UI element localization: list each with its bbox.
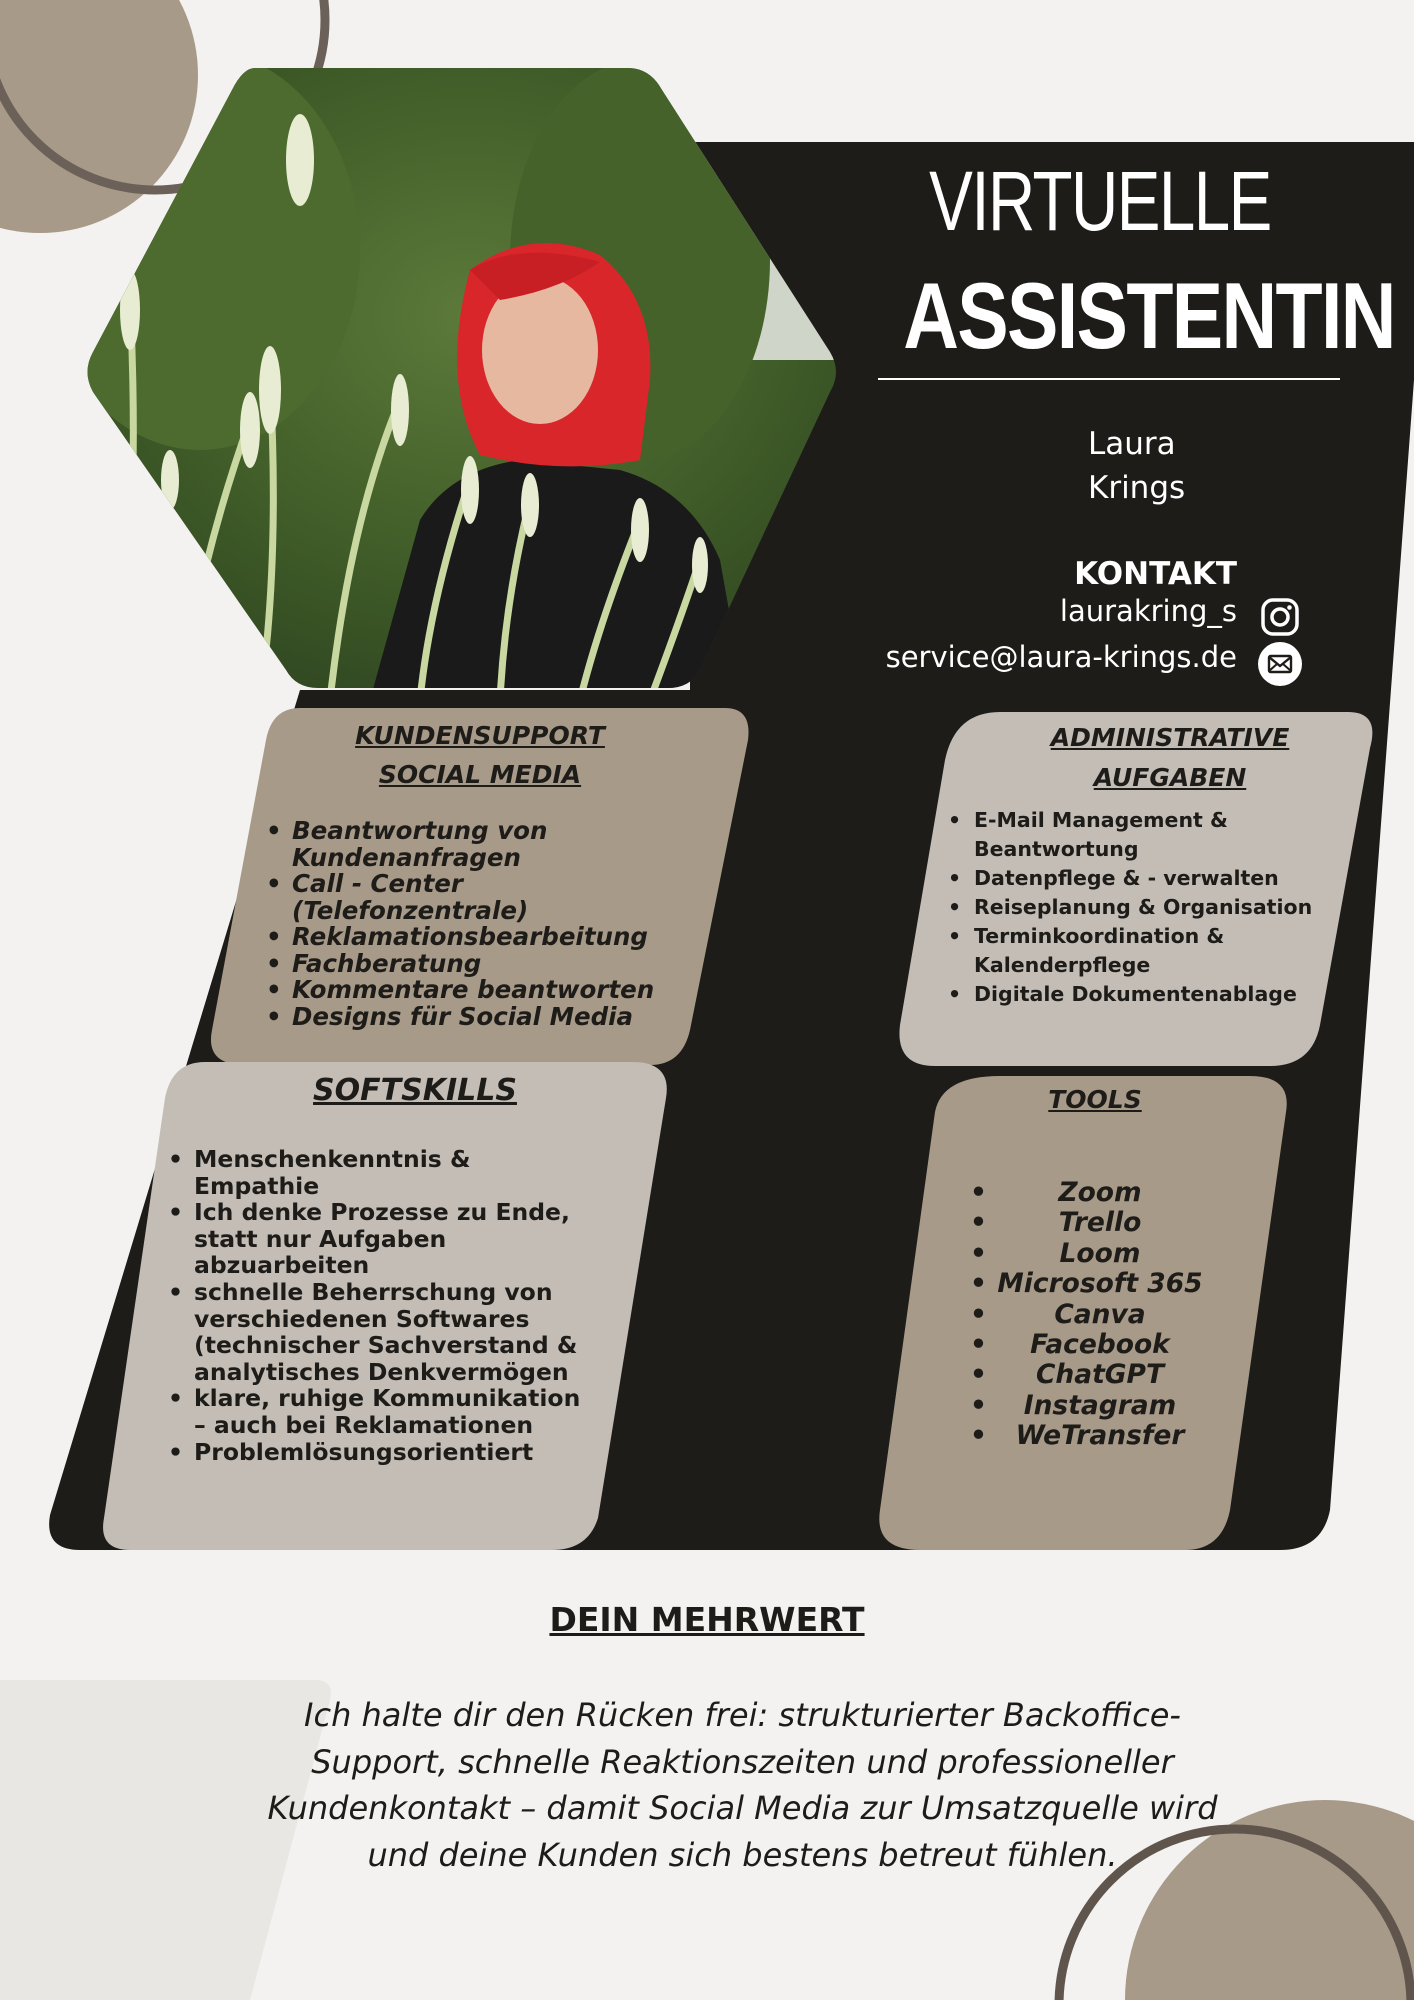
title-line-2: ASSISTENTIN — [903, 263, 1395, 368]
mehrwert-text: Ich halte dir den Rücken frei: strukturierter Backoffice-Support, schnelle Reaktionszeiten und professioneller Kundenkontakt – damit Social Media zur Umsatzquelle wird und deine Kunden sich bestens betreut fühlen. — [267, 1696, 1218, 1874]
decor-circle-top-left — [0, 0, 198, 233]
list-item: • Kommentare beantworten — [262, 977, 682, 1004]
instagram-icon[interactable] — [1260, 597, 1300, 637]
list-item: • Call - Center (Telefonzentrale) — [262, 871, 522, 924]
softskills-heading: SOFTSKILLS — [313, 1073, 517, 1108]
list-item: • Datenpflege & - verwalten — [944, 864, 1324, 893]
tools-list — [960, 1178, 1240, 1452]
administrative-heading-line-1: ADMINISTRATIVE — [1050, 723, 1290, 752]
list-item: • Menschenkenntnis & Empathie — [164, 1146, 494, 1199]
kundensupport-heading — [330, 716, 630, 794]
list-item: • Beantwortung von Kundenanfragen — [262, 818, 552, 871]
kundensupport-list — [262, 818, 682, 1030]
list-item: • Instagram — [960, 1391, 1240, 1421]
tools-heading: TOOLS — [1048, 1085, 1142, 1114]
list-item: • Designs für Social Media — [262, 1004, 682, 1031]
mehrwert-heading: DEIN MEHRWERT — [549, 1600, 865, 1639]
mail-icon[interactable] — [1258, 642, 1302, 686]
contact-heading: KONTAKT — [1074, 556, 1237, 592]
last-name: Krings — [1088, 470, 1186, 506]
list-item: • Problemlösungsorientiert — [164, 1439, 594, 1466]
instagram-handle[interactable]: laurakring_s — [1059, 594, 1237, 628]
list-item: • Reklamationsbearbeitung — [262, 924, 682, 951]
list-item: • Digitale Dokumentenablage — [944, 980, 1324, 1009]
list-item: • Trello — [960, 1208, 1240, 1238]
list-item: • WeTransfer — [960, 1421, 1240, 1451]
list-item: • schnelle Beherrschung von verschiedenen Softwares (technischer Sachverstand & analytisches Denkvermögen — [164, 1279, 584, 1385]
list-item: • E-Mail Management & Beantwortung — [944, 806, 1244, 864]
list-item: • Ich denke Prozesse zu Ende, statt nur Aufgaben abzuarbeiten — [164, 1199, 594, 1279]
title-underline — [878, 378, 1340, 380]
list-item: • Terminkoordination & Kalenderpflege — [944, 922, 1244, 980]
softskills-list — [164, 1146, 594, 1465]
list-item: • Canva — [960, 1300, 1240, 1330]
first-name: Laura — [1088, 426, 1176, 462]
list-item: • Microsoft 365 — [960, 1269, 1240, 1299]
list-item: • Loom — [960, 1239, 1240, 1269]
list-item: • Zoom — [960, 1178, 1240, 1208]
kundensupport-heading-line-2: SOCIAL MEDIA — [378, 760, 582, 789]
list-item: • Facebook — [960, 1330, 1240, 1360]
administrative-heading — [1010, 718, 1330, 798]
kundensupport-heading-line-1: KUNDENSUPPORT — [355, 721, 605, 750]
administrative-list — [944, 806, 1324, 1009]
administrative-heading-line-2: AUFGABEN — [1093, 763, 1247, 792]
list-item: • klare, ruhige Kommunikation – auch bei Reklamationen — [164, 1385, 594, 1438]
list-item: • Reiseplanung & Organisation — [944, 893, 1324, 922]
email-address[interactable]: service@laura-krings.de — [885, 640, 1237, 674]
list-item: • ChatGPT — [960, 1360, 1240, 1390]
title-line-1: VIRTUELLE — [929, 154, 1271, 248]
list-item: • Fachberatung — [262, 951, 682, 978]
